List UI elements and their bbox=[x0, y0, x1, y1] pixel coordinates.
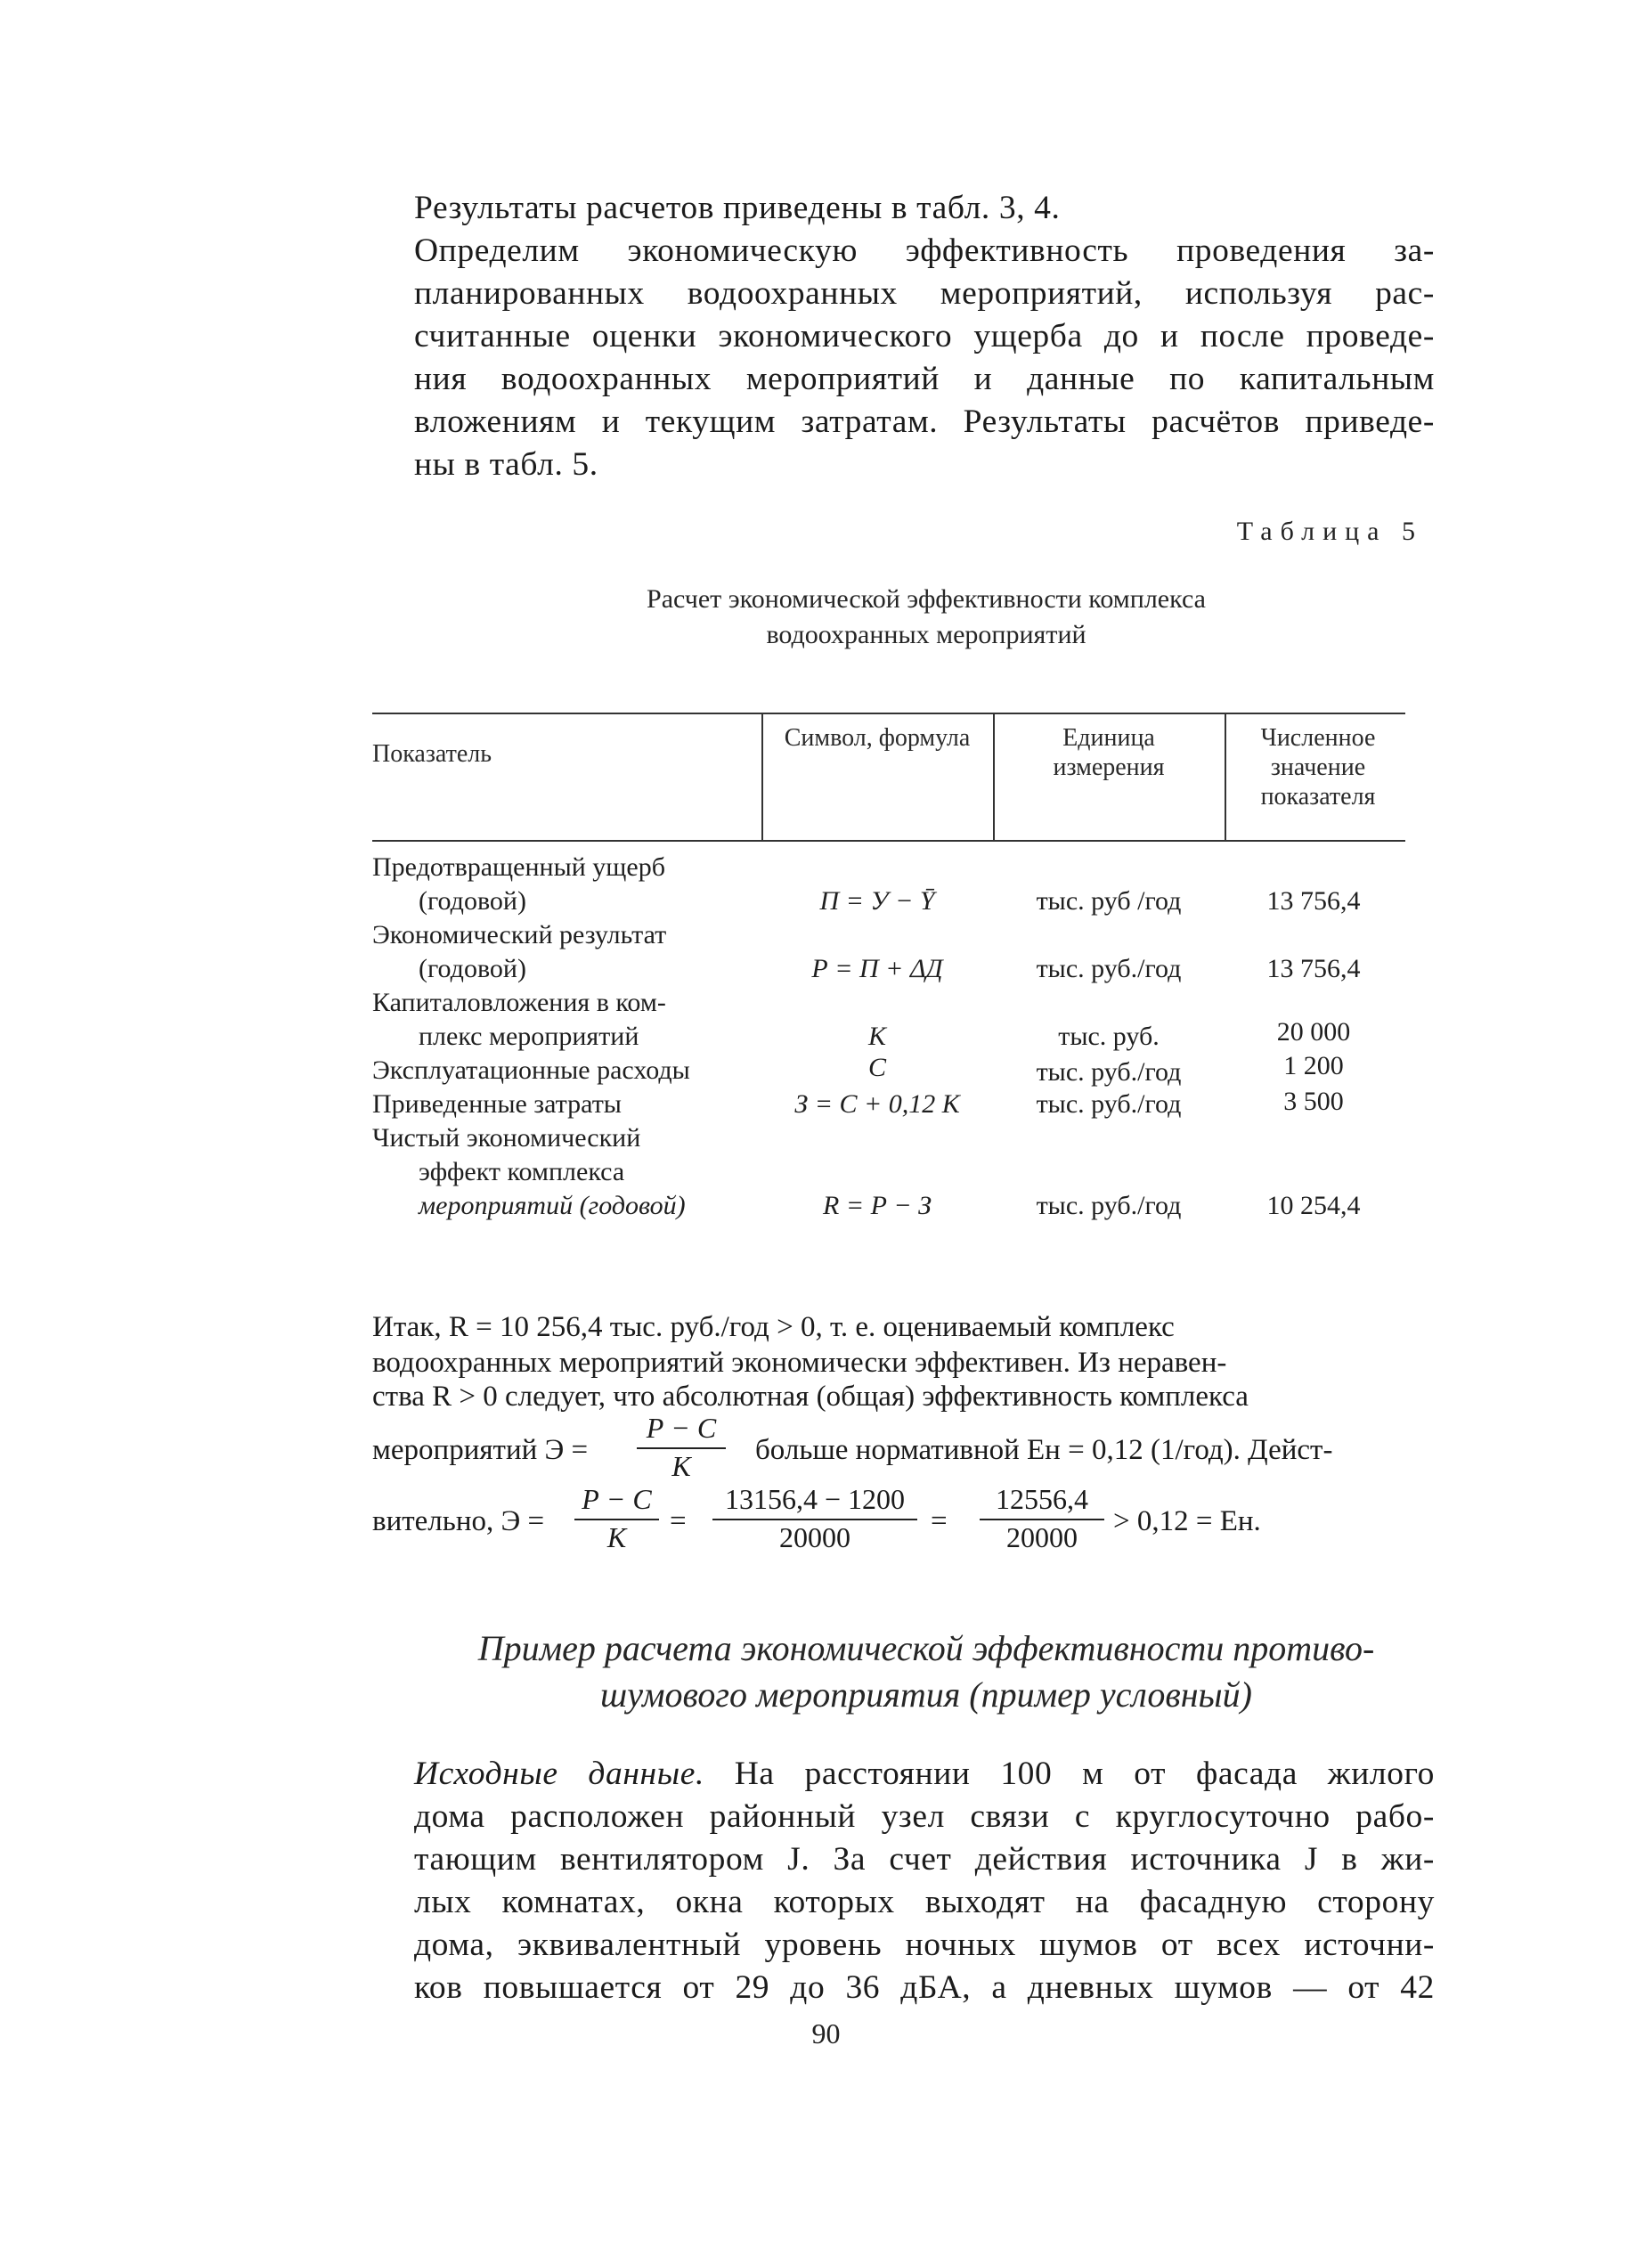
conclusion-line-5-suffix: > 0,12 = Eн. bbox=[1113, 1505, 1261, 1537]
body-line-2: дома расположен районный узел связи с круглосуточно рабо- bbox=[414, 1798, 1435, 1835]
row-6-value: 10 254,4 bbox=[1266, 1191, 1361, 1220]
row-5-name-1: Приведенные затраты bbox=[372, 1089, 622, 1119]
frac4-numerator: 12556,4 bbox=[996, 1483, 1088, 1515]
row-5-unit: тыс. руб./год bbox=[1036, 1089, 1182, 1119]
row-5-formula: З = С + 0,12 К bbox=[794, 1089, 960, 1119]
row-4-formula: С bbox=[867, 1053, 886, 1082]
row-2-unit: тыс. руб./год bbox=[1036, 954, 1182, 983]
table-col-divider-1 bbox=[761, 713, 763, 840]
row-6-name-1: Чистый экономический bbox=[372, 1123, 641, 1153]
conclusion-line-3: ства R > 0 следует, что абсолютная (общая) эффективность комплекса bbox=[372, 1381, 1249, 1413]
intro-line-2: Определим экономическую эффективность проведения за- bbox=[414, 232, 1435, 269]
body-line-5: дома, эквивалентный уровень ночных шумов от всех источни- bbox=[414, 1927, 1435, 1963]
header-value: Численное значение показателя bbox=[1260, 724, 1376, 811]
table-top-rule bbox=[372, 713, 1405, 714]
row-3-name-1: Капиталовложения в ком- bbox=[372, 988, 666, 1017]
header-unit: Единица измерения bbox=[1053, 724, 1165, 781]
row-4-name-1: Эксплуатационные расходы bbox=[372, 1055, 690, 1085]
table-caption: Таблица 5 bbox=[1236, 517, 1423, 546]
frac4-bar bbox=[980, 1519, 1104, 1520]
body-line-1-rest: На расстоянии 100 м от фасада жилого bbox=[704, 1756, 1435, 1792]
row-3-value: 20 000 bbox=[1276, 1017, 1351, 1047]
body-line-4: лых комнатах, окна которых выходят на фасадную сторону bbox=[414, 1884, 1435, 1920]
section-heading-line-1: Пример расчета экономической эффективности противо- bbox=[477, 1628, 1375, 1668]
frac2-numerator: Р − С bbox=[582, 1483, 652, 1515]
row-4-unit: тыс. руб./год bbox=[1036, 1057, 1182, 1087]
intro-line-5: ния водоохранных мероприятий и данные по капитальным bbox=[414, 361, 1435, 397]
row-2-name-2: (годовой) bbox=[419, 954, 526, 983]
row-3-formula: К bbox=[868, 1022, 886, 1051]
row-4-value: 1 200 bbox=[1283, 1051, 1344, 1080]
frac1-denominator: К bbox=[671, 1450, 691, 1482]
row-6-name-2: эффект комплекса bbox=[419, 1157, 625, 1186]
conclusion-line-4-prefix: мероприятий Э = bbox=[372, 1434, 589, 1466]
table-title-line-2: водоохранных мероприятий bbox=[766, 620, 1086, 649]
intro-line-4: считанные оценки экономического ущерба до и после проведе- bbox=[414, 318, 1435, 354]
frac3-denominator: 20000 bbox=[779, 1521, 850, 1553]
frac3-numerator: 13156,4 − 1200 bbox=[724, 1483, 906, 1515]
conclusion-line-4-suffix: больше нормативной Eн = 0,12 (1/год). Дейст- bbox=[755, 1434, 1333, 1466]
row-3-unit: тыс. руб. bbox=[1058, 1022, 1160, 1051]
header-indicator: Показатель bbox=[372, 740, 492, 768]
conclusion-line-2: водоохранных мероприятий экономически эффективен. Из неравен- bbox=[372, 1347, 1227, 1379]
page-number: 90 bbox=[811, 2017, 841, 2049]
row-1-formula: П = У − Ȳ bbox=[819, 886, 935, 916]
body-line-1 bbox=[414, 1753, 1435, 1796]
row-2-value: 13 756,4 bbox=[1266, 954, 1361, 983]
body-line-6: ков повышается от 29 до 36 дБА, а дневных шумов — от 42 bbox=[414, 1969, 1435, 2006]
table-col-divider-3 bbox=[1225, 713, 1226, 840]
conclusion-eq-1: = bbox=[670, 1505, 687, 1537]
body-line-1-italic: Исходные данные. bbox=[414, 1756, 704, 1792]
frac1-bar bbox=[637, 1447, 726, 1449]
row-1-name-2: (годовой) bbox=[419, 886, 526, 916]
row-1-name-1: Предотвращенный ущерб bbox=[372, 852, 665, 882]
table-title bbox=[414, 582, 1438, 653]
intro-line-6: вложениям и текущим затратам. Результаты расчётов приведе- bbox=[414, 403, 1435, 440]
intro-line-3: планированных водоохранных мероприятий, используя рас- bbox=[414, 275, 1435, 312]
row-6-unit: тыс. руб./год bbox=[1036, 1191, 1182, 1220]
row-6-name-3: мероприятий (годовой) bbox=[419, 1191, 686, 1220]
conclusion-line-1: Итак, R = 10 256,4 тыс. руб./год > 0, т. е. оцениваемый комплекс bbox=[372, 1311, 1175, 1343]
conclusion-line-5-prefix: вительно, Э = bbox=[372, 1505, 545, 1537]
frac2-bar bbox=[574, 1519, 659, 1520]
frac4-denominator: 20000 bbox=[1006, 1521, 1078, 1553]
table-col-divider-2 bbox=[993, 713, 995, 840]
row-2-formula: Р = П + ΔД bbox=[811, 954, 943, 983]
row-6-formula: R = Р − З bbox=[823, 1191, 932, 1220]
body-line-3: тающим вентилятором J. За счет действия источника J в жи- bbox=[414, 1841, 1435, 1878]
header-symbol: Символ, формула bbox=[784, 724, 971, 752]
row-3-name-2: плекс мероприятий bbox=[419, 1022, 639, 1051]
frac2-denominator: К bbox=[606, 1521, 627, 1553]
intro-line-1: Результаты расчетов приведены в табл. 3, 4. bbox=[414, 190, 1061, 226]
section-heading bbox=[414, 1626, 1438, 1718]
row-1-unit: тыс. руб /год bbox=[1036, 886, 1182, 916]
row-1-value: 13 756,4 bbox=[1266, 886, 1361, 916]
table-header-rule bbox=[372, 840, 1405, 842]
conclusion-eq-2: = bbox=[931, 1505, 948, 1537]
row-5-value: 3 500 bbox=[1283, 1087, 1344, 1116]
section-heading-line-2: шумового мероприятия (пример условный) bbox=[600, 1674, 1252, 1715]
table-title-line-1: Расчет экономической эффективности комплекса bbox=[647, 584, 1206, 614]
frac1-numerator: Р − С bbox=[646, 1412, 717, 1444]
row-2-name-1: Экономический результат bbox=[372, 920, 667, 949]
frac3-bar bbox=[712, 1519, 917, 1520]
intro-line-7: ны в табл. 5. bbox=[414, 446, 598, 483]
